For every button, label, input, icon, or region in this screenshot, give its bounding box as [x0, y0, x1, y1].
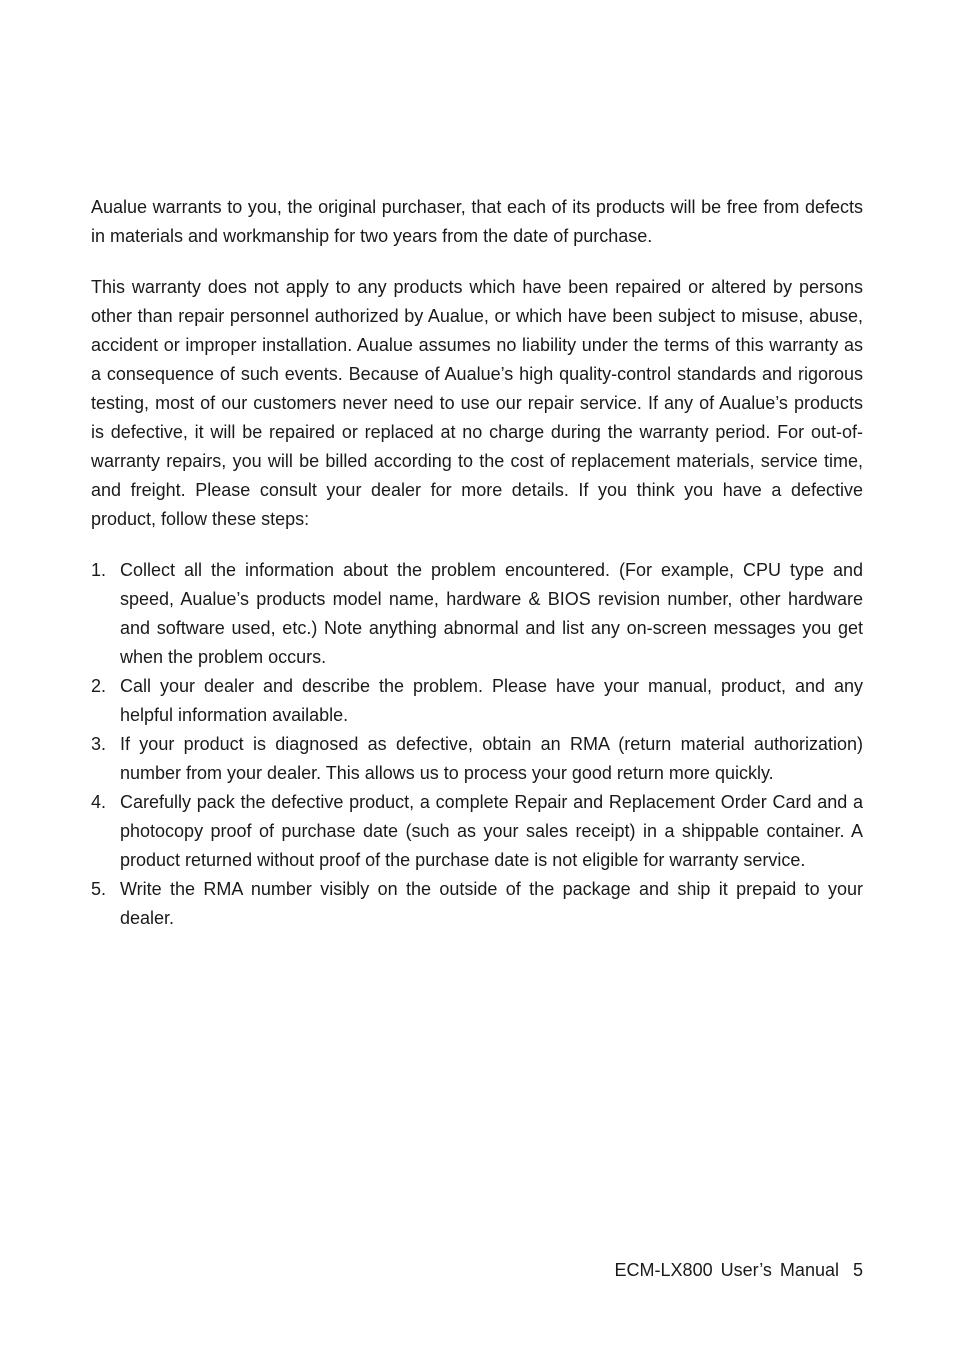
list-item	[91, 788, 863, 875]
intro-paragraph: Aualue warrants to you, the original purchaser, that each of its products will be free from defects in materials and workmanship for two years from the date of purchase.	[91, 197, 863, 246]
step-text: Write the RMA number visibly on the outside of the package and ship it prepaid to your dealer.	[120, 879, 863, 928]
page-footer	[615, 1256, 863, 1285]
steps-list	[91, 556, 863, 933]
step-number: 5.	[91, 879, 107, 899]
step-number: 3.	[91, 734, 107, 754]
list-item	[91, 556, 863, 672]
step-text: Carefully pack the defective product, a complete Repair and Replacement Order Card and a photocopy proof of purchase date (such as your sales receipt) in a shippable container. A product returned without proof of the purchase date is not eligible for warranty service.	[120, 792, 863, 870]
page-body	[91, 193, 863, 933]
step-number: 1.	[91, 560, 107, 580]
step-text: If your product is diagnosed as defective, obtain an RMA (return material authorization) number from your dealer. This allows us to process your good return more quickly.	[120, 734, 863, 783]
warranty-terms-paragraph: This warranty does not apply to any products which have been repaired or altered by persons other than repair personnel authorized by Aualue, or which have been subject to misuse, abuse, accident or improper installation. Aualue assumes no liability under the terms of this warranty as a consequence of such events. Because of Aualue’s high quality-control standards and rigorous testing, most of our customers never need to use our repair service. If any of Aualue’s products is defective, it will be repaired or replaced at no charge during the warranty period. For out-of-warranty repairs, you will be billed according to the cost of replacement materials, service time, and freight. Please consult your dealer for more details. If you think you have a defective product, follow these steps:	[91, 277, 863, 529]
list-item	[91, 672, 863, 730]
page-number: 5	[852, 1260, 863, 1280]
step-number: 2.	[91, 676, 107, 696]
manual-title: ECM-LX800 User’s Manual	[614, 1260, 839, 1280]
list-item	[91, 875, 863, 933]
step-text: Collect all the information about the problem encountered. (For example, CPU type and speed, Aualue’s products model name, hardware & BIOS revision number, other hardware and software used, etc.) Note anything abnormal and list any on-screen messages you get when the problem occurs.	[120, 560, 863, 667]
list-item	[91, 730, 863, 788]
step-text: Call your dealer and describe the problem. Please have your manual, product, and any helpful information available.	[120, 676, 863, 725]
step-number: 4.	[91, 792, 107, 812]
